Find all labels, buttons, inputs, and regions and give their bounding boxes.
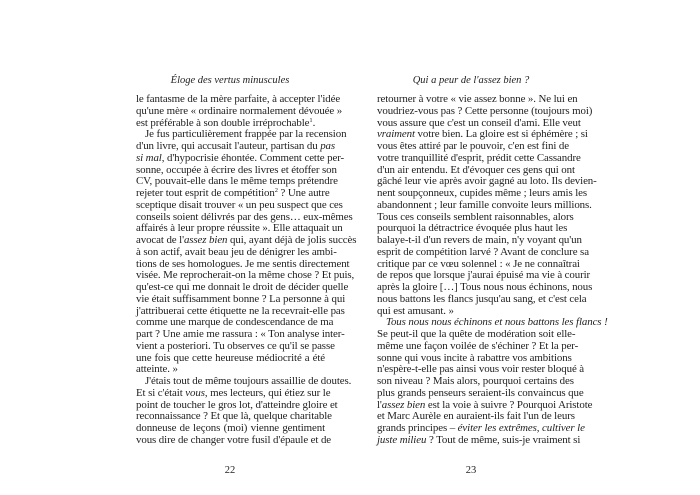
text-segment: nent soupçonneux, cupides même ; leurs amis les <box>377 187 588 199</box>
text-segment: reconnaissance ? Et que là, quelque charitable <box>136 410 332 423</box>
text-segment: même une façon voilée de s'échiner ? Et la per- <box>377 339 579 352</box>
text-segment: balaye-t-il d'un revers de main, n'y voyant qu'un <box>377 234 582 246</box>
text-segment: qu'est-ce qui me donnait le droit de décider quelle <box>136 281 349 293</box>
footnote-ref: 2 <box>274 187 278 194</box>
text-segment: retourner à votre « vie assez bonne ». Ne lui en <box>377 93 578 105</box>
text-segment: qui est amusant. » <box>377 304 454 317</box>
text-segment: conseils soient délivrés par des gens… eux-mêmes <box>136 210 353 223</box>
text-segment: plus grands penseurs seraient-ils convaincus que <box>377 386 584 399</box>
footnote-ref: 1 <box>309 116 313 124</box>
text-segment: après la gloire […] Tous nous nous échinons, nous <box>377 281 593 293</box>
body-text <box>377 93 608 447</box>
text-segment: Je fus particulièrement frappée par la recension <box>145 128 347 141</box>
right-page <box>350 0 700 495</box>
text-segment: l' <box>377 398 382 411</box>
text-segment: nous battons les flancs jusqu'au sang, et c'est cela <box>377 292 587 305</box>
text-segment: une fois que cette heureuse médiocrité a été <box>136 351 325 364</box>
text-segment: ? Une autre <box>277 187 330 199</box>
text-segment: rejeter tout esprit de compétition <box>136 187 275 199</box>
text-segment: tions de ses homologues. Je me sentis directement <box>136 257 350 270</box>
text-segment: ? Tout de même, suis-je vraiment si <box>426 433 581 446</box>
text-segment: sceptique disait trouver « un peu suspect que ces <box>136 198 343 211</box>
text-segment: Se peut-il que la quête de modération soit elle- <box>377 328 576 340</box>
text-segment: affairés à leur propre réussite ». Elle attaquait un <box>136 222 343 235</box>
italic-text: Tous nous nous échinons et nous battons les flancs ! <box>386 316 608 329</box>
text-segment: gâché leur vie après avoir gagné au loto. Ils devien- <box>377 175 597 188</box>
text-segment: avocat de l' <box>136 234 184 246</box>
running-head: Éloge des vertus minuscules <box>170 75 290 86</box>
text-line <box>136 433 332 447</box>
text-segment: n'espère-t-elle pas ainsi vous voir rester bloqué à <box>377 363 585 376</box>
italic-text: assez bien <box>183 234 228 246</box>
text-segment: votre tranquillité d'esprit, prédit cette Cassandre <box>377 151 581 164</box>
text-segment: le fantasme de la mère parfaite, à accepter l'idée <box>136 93 341 105</box>
text-segment: qu'une mère « ordinaire normalement dévouée » <box>136 104 343 117</box>
text-segment: qui, ayant déjà de jolis succès <box>227 234 357 246</box>
text-segment: son niveau ? Mais alors, pourquoi certains des <box>377 375 574 387</box>
text-segment: critique par ce vœu solennel : « Je ne connaîtrai <box>377 257 580 270</box>
italic-text: éviter les extrêmes, cultiver le <box>457 422 585 434</box>
text-segment: , mes lecteurs, qui étiez sur le <box>204 386 331 399</box>
text-segment: atteinte. » <box>136 363 178 376</box>
text-segment: de repos que lorsque j'aurai épuisé ma vie à courir <box>377 269 591 282</box>
text-segment: voudriez-vous pas ? Cette personne (toujours moi) <box>377 104 593 117</box>
text-segment: sonne, occupée à écrire des livres et étoffer son <box>136 163 337 176</box>
text-segment: esprit de compétition larvé ? Avant de conclure sa <box>377 245 589 258</box>
text-segment: d'un livre, qui accusait l'auteur, partisan du <box>136 140 321 152</box>
text-segment: vous assure que c'est un conseil d'ami. Elle veut <box>377 116 581 129</box>
text-segment: est la voie à suivre ? Pourquoi Aristote <box>425 398 593 411</box>
text-segment: pourquoi la détractrice évoquée plus haut les <box>377 222 568 235</box>
italic-text: si mal <box>136 151 162 164</box>
text-segment: et Marc Aurèle en auraient-ils fait l'un de leurs <box>377 410 575 423</box>
running-head: Qui a peur de l'assez bien ? <box>412 75 530 86</box>
page-number: 23 <box>465 465 477 476</box>
text-segment: j'attribuerai cette étiquette ne la recevrait-elle pas <box>136 304 345 317</box>
text-segment: vous dire de changer votre fusil d'épaule et de <box>136 433 332 446</box>
text-segment: part ? Une amie me rassura : « Ton analyse inter- <box>136 328 345 340</box>
text-segment: CV, pouvait-elle dans le même temps prétendre <box>136 175 338 188</box>
italic-text: assez bien <box>381 398 426 411</box>
text-segment: comme une marque de condescendance de ma <box>136 316 334 329</box>
text-segment: vie était suffisamment bonne ? La personne à qui <box>136 292 346 305</box>
body-text <box>136 93 357 447</box>
text-segment: à son actif, avait beau jeu de dénigrer les ambi- <box>136 245 337 258</box>
text-segment: abandonnent ; leur famille convoite leurs millions. <box>377 198 592 211</box>
italic-text: vous <box>185 386 205 399</box>
page-number: 22 <box>224 465 236 476</box>
text-segment: J'étais tout de même toujours assaillie de doutes. <box>145 375 352 387</box>
text-segment: grands principes – <box>377 422 458 434</box>
text-segment: votre bien. La gloire est si éphémère ; si <box>414 128 588 141</box>
text-segment: vous êtes attiré par le pouvoir, c'en est fini de <box>377 140 569 152</box>
text-segment: visée. Me reprocherait-on la même chose ? Et puis, <box>136 269 355 282</box>
text-segment: , d'hypocrisie éhontée. Comment cette per- <box>161 151 345 164</box>
text-segment: point de toucher le gros lot, d'atteindre gloire et <box>136 398 338 411</box>
text-segment: donneuse de leçons (moi) vienne gentiment <box>136 422 325 434</box>
text-line <box>377 433 581 447</box>
text-segment: d'un air entendu. Et d'évoquer ces gens qui ont <box>377 163 575 176</box>
text-segment: . <box>312 116 316 129</box>
text-segment: est préférable à son double irréprochable <box>136 116 310 129</box>
text-segment: Et si c'était <box>136 386 186 399</box>
italic-text: vraiment <box>377 128 415 141</box>
italic-text: pas <box>320 140 336 152</box>
text-segment: sonne qui vous incite à rabattre vos ambitions <box>377 351 572 364</box>
text-segment: vient a posteriori. Tu observes ce qu'il se passe <box>136 339 335 352</box>
text-segment: Tous ces conseils semblent raisonnables, alors <box>377 210 574 223</box>
italic-text: juste milieu <box>377 433 427 446</box>
